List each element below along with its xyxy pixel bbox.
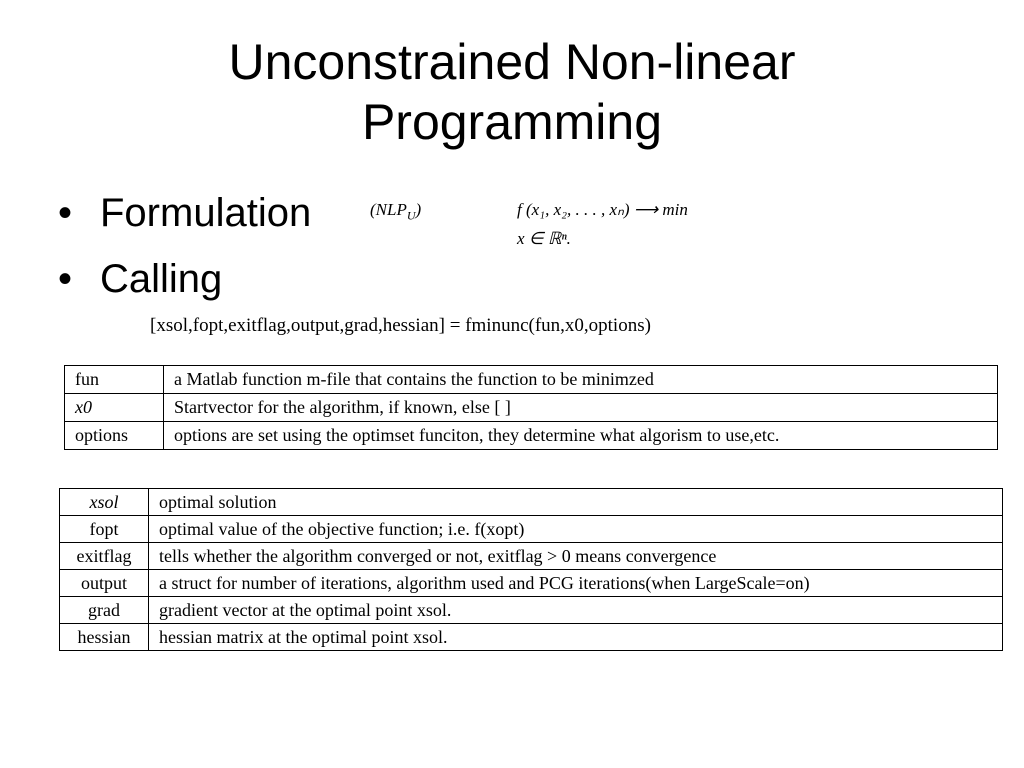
table-row xyxy=(60,543,1003,570)
calling-syntax: [xsol,fopt,exitflag,output,grad,hessian] = fminunc(fun,x0,options) xyxy=(150,315,651,336)
objective-formula: f (x₁, x₂, . . . , xₙ) ⟶ min xyxy=(517,200,688,219)
argument-description: hessian matrix at the optimal point xsol. xyxy=(149,624,1003,651)
argument-description: tells whether the algorithm converged or not, exitflag > 0 means convergence xyxy=(149,543,1003,570)
argument-description: options are set using the optimset funciton, they determine what algorism to use,etc. xyxy=(164,422,998,450)
problem-subscript: U xyxy=(406,208,416,223)
argument-description: a Matlab function m-file that contains the function to be minimzed xyxy=(164,366,998,394)
bullet-text: Formulation xyxy=(100,191,312,235)
argument-description: optimal solution xyxy=(149,489,1003,516)
table-row xyxy=(65,394,998,422)
bullet-dot-icon: • xyxy=(58,257,73,301)
bullet-text: Calling xyxy=(100,257,223,301)
table-row xyxy=(60,489,1003,516)
table-row xyxy=(60,624,1003,651)
argument-name: fun xyxy=(65,366,164,394)
argument-name: x0 xyxy=(65,394,164,422)
argument-description: optimal value of the objective function; i.e. f(xopt) xyxy=(149,516,1003,543)
bullet-calling xyxy=(58,255,222,303)
title-line-2: Programming xyxy=(361,94,663,150)
table-row xyxy=(60,597,1003,624)
argument-description: Startvector for the algorithm, if known, else [ ] xyxy=(164,394,998,422)
argument-name: grad xyxy=(60,597,149,624)
output-arguments-body xyxy=(60,489,1003,651)
input-arguments-body xyxy=(65,366,998,450)
argument-name: hessian xyxy=(60,624,149,651)
table-row xyxy=(65,366,998,394)
argument-description: a struct for number of iterations, algorithm used and PCG iterations(when LargeScale=on) xyxy=(149,570,1003,597)
slide-title xyxy=(0,32,1024,152)
problem-label: $(NLP_U)$ xyxy=(370,200,422,223)
domain-formula: x ∈ ℝⁿ. xyxy=(517,229,571,248)
argument-name: options xyxy=(65,422,164,450)
argument-name: fopt xyxy=(60,516,149,543)
table-row xyxy=(60,570,1003,597)
argument-name: xsol xyxy=(60,489,149,516)
bullet-dot-icon: • xyxy=(58,191,73,235)
argument-description: gradient vector at the optimal point xsol. xyxy=(149,597,1003,624)
table-row xyxy=(65,422,998,450)
argument-name: exitflag xyxy=(60,543,149,570)
argument-name: output xyxy=(60,570,149,597)
output-arguments-table xyxy=(59,488,1003,651)
title-line-1: Unconstrained Non-linear xyxy=(228,34,796,90)
bullet-formulation xyxy=(58,189,311,237)
table-row xyxy=(60,516,1003,543)
input-arguments-table xyxy=(64,365,998,450)
